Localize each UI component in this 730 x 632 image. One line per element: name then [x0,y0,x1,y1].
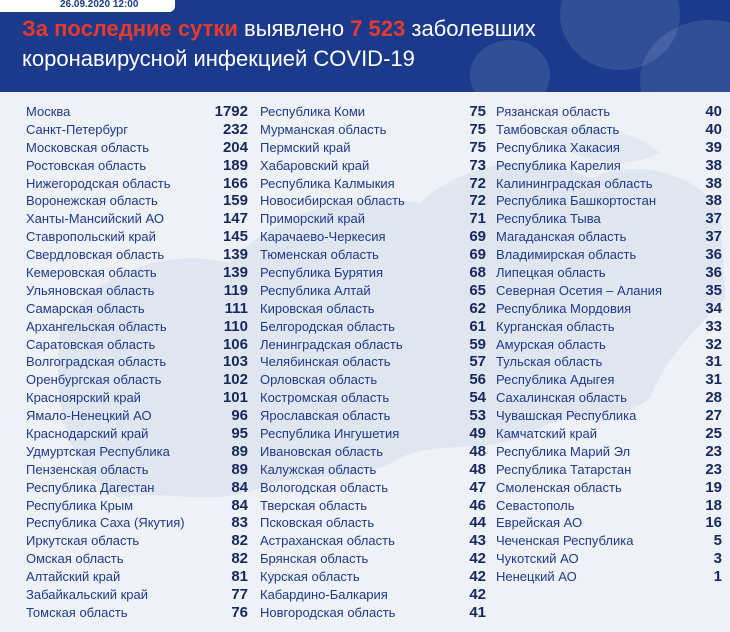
region-row [496,371,722,389]
region-name: Брянская область [260,551,369,567]
region-name: Республика Тыва [496,211,601,227]
case-count: 95 [231,425,248,443]
case-count: 102 [222,371,248,389]
case-count: 16 [705,514,722,532]
region-name: Нижегородская область [26,175,171,191]
region-name: Астраханская область [260,533,395,549]
case-count: 5 [713,532,722,550]
region-row [26,121,248,139]
region-row [260,586,486,604]
region-row [496,497,722,515]
case-count: 189 [222,156,248,174]
region-row [260,425,486,443]
case-count: 139 [222,264,248,282]
region-name: Ивановская область [260,443,383,459]
region-row [496,425,722,443]
case-count: 42 [469,586,486,604]
region-name: Калужская область [260,461,377,477]
region-row [26,461,248,479]
region-name: Хабаровский край [260,157,370,173]
case-count: 3 [713,550,722,568]
region-name: Волгоградская область [26,354,167,370]
region-name: Тюменская область [260,247,379,263]
region-row [26,300,248,318]
region-name: Магаданская область [496,229,627,245]
headline-prefix: За последние сутки [22,16,238,41]
region-row [496,318,722,336]
region-name: Липецкая область [496,265,606,281]
region-row [26,246,248,264]
region-name: Ленинградская область [260,336,403,352]
case-count: 49 [469,425,486,443]
case-count: 31 [705,371,722,389]
case-count: 38 [705,174,722,192]
region-row [26,389,248,407]
region-row [26,604,248,622]
region-row [26,532,248,550]
case-count: 28 [705,389,722,407]
region-name: Еврейская АО [496,515,583,531]
case-count: 23 [705,442,722,460]
region-row [496,264,722,282]
case-count: 18 [705,496,722,514]
region-row [260,550,486,568]
region-name: Мурманская область [260,121,387,137]
case-count: 166 [222,174,248,192]
region-name: Оренбургская область [26,372,162,388]
region-name: Архангельская область [26,318,167,334]
region-row [260,514,486,532]
region-row [26,210,248,228]
region-row [496,461,722,479]
case-count: 41 [469,603,486,621]
region-row [260,175,486,193]
region-name: Пензенская область [26,461,149,477]
region-name: Республика Хакасия [496,139,620,155]
region-row [496,407,722,425]
region-row [260,300,486,318]
case-count: 31 [705,353,722,371]
region-name: Республика Марий Эл [496,443,631,459]
region-row [496,175,722,193]
region-row [260,246,486,264]
region-row [260,210,486,228]
region-name: Ставропольский край [26,229,156,245]
region-row [260,103,486,121]
region-name: Кировская область [260,300,375,316]
region-name: Республика Коми [260,104,366,119]
case-count: 33 [705,317,722,335]
region-name: Саратовская область [26,336,156,352]
case-count: 89 [231,460,248,478]
region-row [26,103,248,121]
region-row [26,139,248,157]
region-row [260,353,486,371]
region-name: Республика Башкортостан [496,193,656,209]
region-row [26,550,248,568]
region-row [260,479,486,497]
region-row [260,318,486,336]
region-name: Москва [26,104,71,119]
region-row [260,532,486,550]
region-name: Чувашская Республика [496,408,637,424]
headline-number: 7 523 [350,16,406,41]
region-row [496,532,722,550]
region-name: Московская область [26,139,150,155]
region-name: Рязанская область [496,104,611,119]
region-name: Амурская область [496,336,606,352]
region-row [260,264,486,282]
column-3 [496,103,722,586]
case-count: 82 [231,550,248,568]
case-count: 101 [222,389,248,407]
region-name: Удмуртская Республика [26,443,170,459]
case-count: 69 [469,228,486,246]
region-row [26,228,248,246]
region-row [260,228,486,246]
region-row [496,336,722,354]
region-name: Красноярский край [26,390,141,406]
region-name: Смоленская область [496,479,622,495]
case-count: 37 [705,210,722,228]
region-name: Республика Дагестан [26,479,155,495]
region-name: Костромская область [260,390,390,406]
region-row [26,282,248,300]
region-row [496,103,722,121]
case-count: 69 [469,246,486,264]
headline-line2: коронавирусной инфекцией COVID-19 [22,46,415,71]
column-1 [26,103,248,622]
case-count: 106 [222,335,248,353]
case-count: 36 [705,246,722,264]
date-stamp: 26.09.2020 12:00 [60,0,139,10]
case-count: 82 [231,532,248,550]
region-name: Кабардино-Балкария [260,587,388,603]
region-name: Кемеровская область [26,265,157,281]
region-row [260,139,486,157]
region-name: Алтайский край [26,569,121,585]
region-row [26,514,248,532]
region-row [26,157,248,175]
case-count: 61 [469,317,486,335]
region-name: Самарская область [26,300,145,316]
case-count: 72 [469,192,486,210]
region-name: Карачаево-Черкесия [260,229,386,245]
region-name: Курганская область [496,318,615,334]
case-count: 139 [222,246,248,264]
case-count: 27 [705,407,722,425]
case-count: 232 [222,120,248,138]
region-name: Свердловская область [26,247,165,263]
region-row [496,210,722,228]
region-name: Курская область [260,569,360,585]
case-count: 37 [705,228,722,246]
region-name: Воронежская область [26,193,158,209]
case-count: 111 [224,299,248,317]
case-count: 42 [469,550,486,568]
region-row [496,300,722,318]
case-count: 48 [469,460,486,478]
region-row [26,175,248,193]
header-banner [0,0,730,92]
region-row [260,157,486,175]
region-row [496,228,722,246]
region-name: Тамбовская область [496,121,620,137]
region-name: Ханты-Мансийский АО [26,211,164,227]
region-name: Краснодарский край [26,426,149,442]
region-row [260,443,486,461]
region-name: Пермский край [260,139,351,155]
region-name: Республика Мордовия [496,300,632,316]
region-name: Республика Адыгея [496,372,615,388]
region-row [496,479,722,497]
region-row [496,282,722,300]
case-count: 56 [469,371,486,389]
case-count: 32 [705,335,722,353]
case-count: 84 [231,496,248,514]
region-name: Тульская область [496,354,603,370]
case-count: 46 [469,496,486,514]
region-row [260,282,486,300]
case-count: 110 [223,317,248,335]
region-name: Республика Бурятия [260,265,384,281]
case-count: 89 [231,442,248,460]
region-row [496,389,722,407]
region-name: Республика Татарстан [496,461,632,477]
region-name: Вологодская область [260,479,389,495]
region-row [496,157,722,175]
case-count: 81 [231,568,248,586]
region-row [26,407,248,425]
region-name: Севастополь [496,497,575,513]
case-count: 25 [705,425,722,443]
region-name: Тверская область [260,497,368,513]
region-name: Ростовская область [26,157,147,173]
region-row [26,264,248,282]
region-name: Томская область [26,604,128,620]
region-name: Белгородская область [260,318,395,334]
region-row [260,336,486,354]
case-count: 147 [222,210,248,228]
case-count: 75 [469,138,486,156]
region-row [26,371,248,389]
case-count: 75 [469,103,486,120]
case-count: 96 [231,407,248,425]
region-name: Псковская область [260,515,375,531]
column-2 [260,103,486,622]
region-name: Республика Саха (Якутия) [26,515,185,531]
case-count: 68 [469,264,486,282]
case-count: 57 [469,353,486,371]
case-count: 103 [222,353,248,371]
case-count: 119 [223,281,248,299]
region-row [26,425,248,443]
region-row [496,192,722,210]
region-row [496,353,722,371]
region-row [26,443,248,461]
case-count: 73 [469,156,486,174]
region-row [496,139,722,157]
case-count: 1 [713,568,722,586]
case-count: 145 [222,228,248,246]
region-row [260,568,486,586]
region-name: Омская область [26,551,124,567]
case-count: 48 [469,442,486,460]
region-row [26,336,248,354]
region-row [26,497,248,515]
region-name: Забайкальский край [26,587,149,603]
case-count: 19 [705,478,722,496]
region-row [260,497,486,515]
case-count: 36 [705,264,722,282]
region-name: Владимирская область [496,247,637,263]
region-row [26,479,248,497]
case-count: 77 [231,586,248,604]
case-count: 38 [705,192,722,210]
region-name: Чеченская Республика [496,533,634,549]
region-row [26,353,248,371]
regions-panel [20,98,728,632]
case-count: 40 [705,103,722,120]
case-count: 23 [705,460,722,478]
case-count: 38 [705,156,722,174]
region-name: Республика Карелия [496,157,621,173]
region-row [260,192,486,210]
region-name: Республика Ингушетия [260,426,400,442]
region-row [496,121,722,139]
case-count: 204 [222,138,248,156]
region-row [26,318,248,336]
region-name: Ненецкий АО [496,569,577,585]
region-row [26,568,248,586]
region-name: Камчатский край [496,426,597,442]
region-name: Калининградская область [496,175,653,191]
region-row [260,604,486,622]
case-count: 59 [469,335,486,353]
region-name: Челябинская область [260,354,391,370]
case-count: 47 [469,478,486,496]
region-name: Приморский край [260,211,365,227]
region-row [260,461,486,479]
region-name: Орловская область [260,372,378,388]
region-name: Иркутская область [26,533,140,549]
region-name: Сахалинская область [496,390,627,406]
region-name: Ямало-Ненецкий АО [26,408,152,424]
region-name: Новосибирская область [260,193,405,209]
region-name: Республика Крым [26,497,134,513]
case-count: 83 [231,514,248,532]
region-name: Ульяновская область [26,282,155,298]
case-count: 1792 [214,103,248,120]
headline-suffix: заболевших [405,16,536,41]
headline [22,14,722,74]
case-count: 71 [469,210,486,228]
case-count: 39 [705,138,722,156]
region-row [496,568,722,586]
region-name: Новгородская область [260,604,396,620]
case-count: 54 [469,389,486,407]
case-count: 62 [469,299,486,317]
case-count: 159 [222,192,248,210]
case-count: 53 [469,407,486,425]
date-bar [0,0,175,12]
region-row [260,371,486,389]
case-count: 75 [469,120,486,138]
region-name: Северная Осетия – Алания [496,282,662,298]
region-name: Республика Алтай [260,282,371,298]
case-count: 72 [469,174,486,192]
region-name: Ярославская область [260,408,391,424]
region-row [496,246,722,264]
region-row [496,443,722,461]
case-count: 35 [705,281,722,299]
case-count: 43 [469,532,486,550]
region-row [260,389,486,407]
region-row [26,586,248,604]
case-count: 76 [231,603,248,621]
case-count: 42 [469,568,486,586]
region-row [496,514,722,532]
region-row [260,121,486,139]
region-name: Республика Калмыкия [260,175,395,191]
case-count: 65 [469,281,486,299]
case-count: 40 [705,120,722,138]
headline-mid: выявлено [237,16,351,41]
case-count: 84 [231,478,248,496]
region-name: Чукотский АО [496,551,579,567]
region-row [260,407,486,425]
region-row [496,550,722,568]
region-name: Санкт-Петербург [26,121,128,137]
case-count: 34 [705,299,722,317]
case-count: 44 [469,514,486,532]
region-row [26,192,248,210]
